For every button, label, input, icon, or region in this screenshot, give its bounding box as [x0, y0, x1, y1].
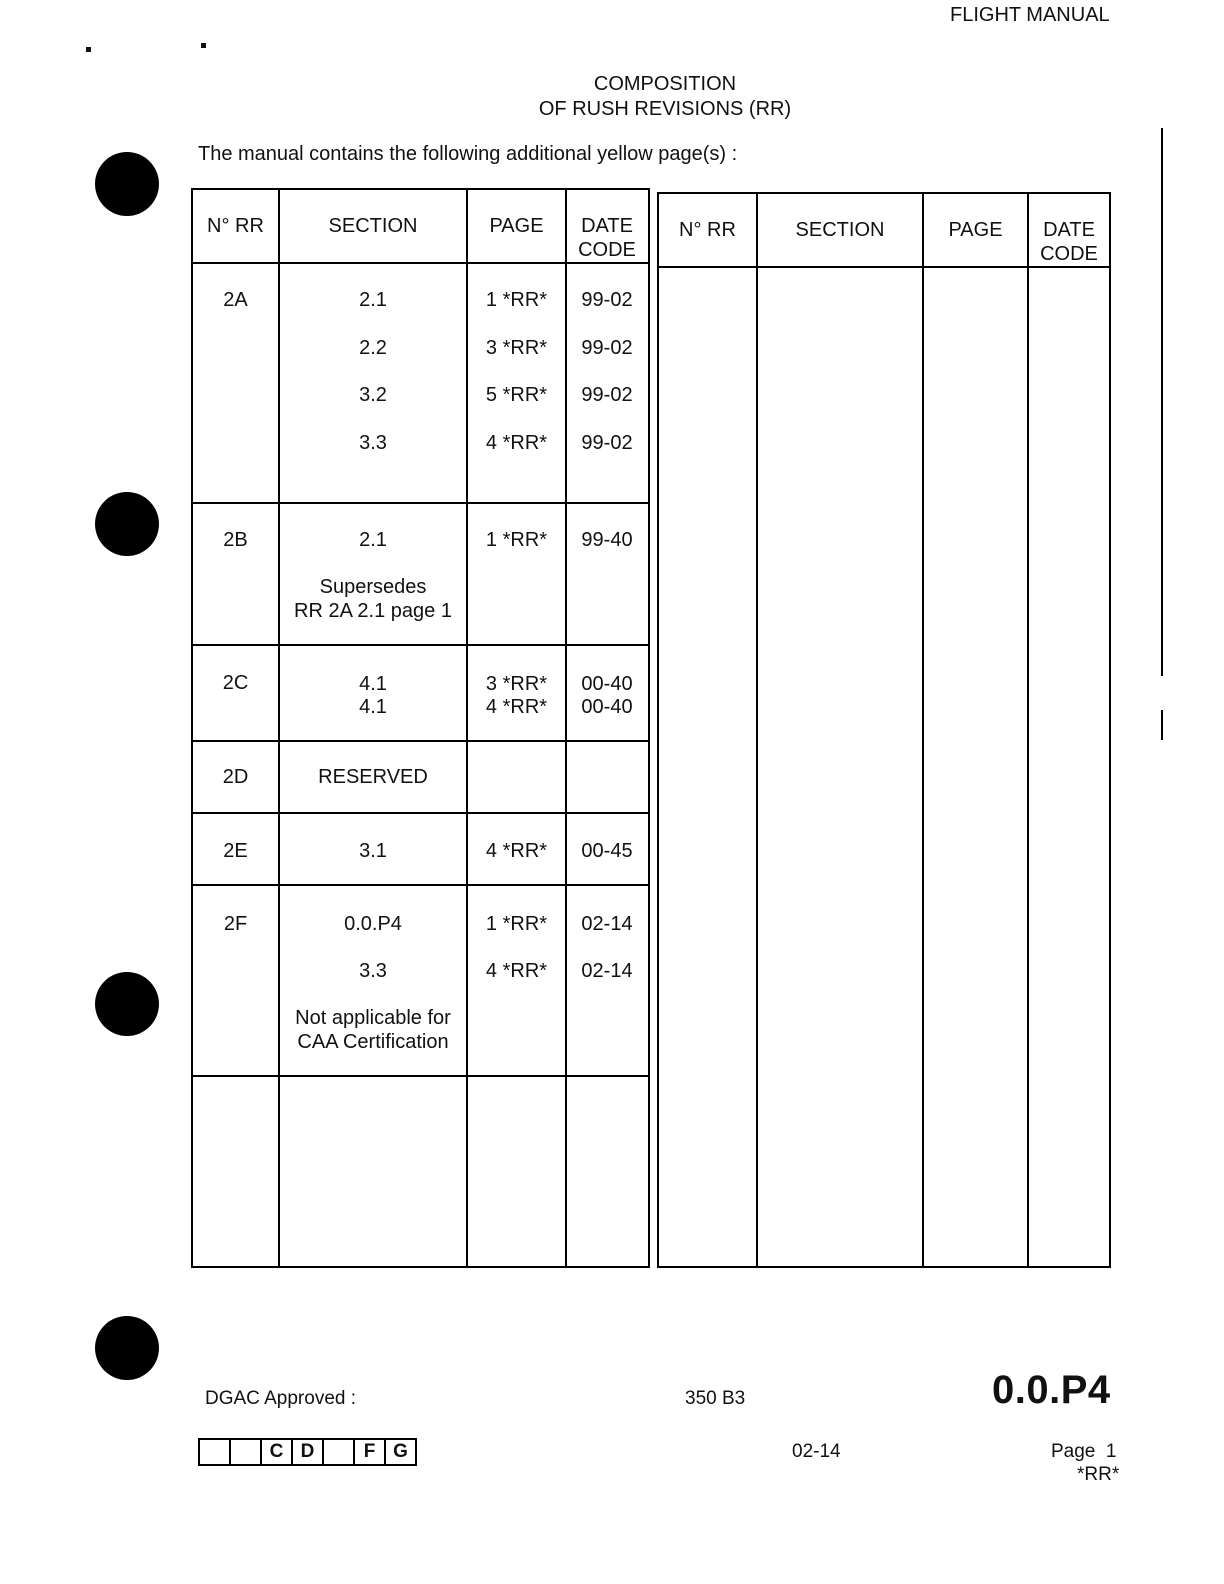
col-header-rr: N° RR: [679, 219, 736, 241]
effectivity-boxes: [198, 1438, 417, 1466]
row-note-line: Not applicable for: [295, 1007, 451, 1029]
page-value: 3 *RR*: [485, 673, 548, 695]
section-value: 0.0.P4: [344, 913, 402, 935]
col-header-date-code-text: DATE CODE: [578, 215, 636, 261]
col-header-date-code: [1029, 218, 1109, 266]
col-header-date-code-text: DATE CODE: [1040, 219, 1098, 265]
section-value: RESERVED: [318, 766, 428, 788]
intro-text: The manual contains the following additional yellow page(s) :: [198, 143, 738, 165]
rr-number: 2E: [223, 840, 248, 862]
section-value: 4.1: [359, 673, 387, 695]
section-value: 3.3: [359, 960, 387, 982]
col-header-section: SECTION: [795, 219, 885, 241]
margin-line: [1161, 128, 1163, 676]
manual-title: FLIGHT MANUAL: [950, 4, 1110, 26]
page-title: [430, 72, 900, 122]
date-code-value: 99-02: [581, 337, 633, 359]
section-code: 0.0.P4: [992, 1368, 1111, 1412]
rr-number: 2D: [222, 766, 249, 788]
date-code-value: 00-40: [581, 696, 633, 718]
section-value: 3.1: [359, 840, 387, 862]
rr-table-left: [191, 188, 650, 1268]
binder-hole-1: [95, 152, 159, 216]
margin-line: [1161, 710, 1163, 740]
section-value: 2.2: [359, 337, 387, 359]
col-header-page: PAGE: [489, 215, 544, 237]
section-value: 2.1: [359, 529, 387, 551]
effectivity-box: [200, 1440, 231, 1464]
page-value: 4 *RR*: [485, 696, 548, 718]
scan-speck: [86, 47, 91, 52]
section-value: 3.3: [359, 432, 387, 454]
scan-speck: [201, 43, 206, 48]
date-code-value: 02-14: [581, 913, 633, 935]
col-header-date-code: [567, 214, 647, 262]
page-value: 4 *RR*: [485, 840, 548, 862]
row-note-line: Supersedes: [319, 576, 427, 598]
date-code-value: 99-02: [581, 289, 633, 311]
col-header-rr: N° RR: [207, 215, 264, 237]
section-value: 2.1: [359, 289, 387, 311]
approval-label: DGAC Approved :: [205, 1388, 357, 1409]
binder-hole-3: [95, 972, 159, 1036]
binder-hole-4: [95, 1316, 159, 1380]
effectivity-box: D: [293, 1440, 324, 1464]
binder-hole-2: [95, 492, 159, 556]
effectivity-box: [324, 1440, 355, 1464]
rr-number: 2C: [222, 672, 249, 694]
rr-table-right: [657, 192, 1111, 1268]
title-line-1: COMPOSITION: [593, 73, 737, 95]
page-value: 5 *RR*: [485, 384, 548, 406]
aircraft-model: 350 B3: [685, 1388, 746, 1409]
page-value: 4 *RR*: [485, 432, 548, 454]
page-value: 1 *RR*: [485, 529, 548, 551]
date-code-value: 00-40: [581, 673, 633, 695]
col-header-section: SECTION: [328, 215, 418, 237]
effectivity-box: G: [393, 1441, 408, 1462]
col-header-page: PAGE: [948, 219, 1003, 241]
title-line-2: OF RUSH REVISIONS (RR): [538, 98, 792, 120]
date-code: 02-14: [792, 1441, 841, 1462]
effectivity-box: C: [262, 1440, 293, 1464]
page-value: 1 *RR*: [485, 913, 548, 935]
section-value: 4.1: [359, 696, 387, 718]
date-code-value: 99-02: [581, 432, 633, 454]
date-code-value: 99-02: [581, 384, 633, 406]
date-code-value: 02-14: [581, 960, 633, 982]
effectivity-box: F: [355, 1440, 386, 1464]
rr-number: 2B: [223, 529, 248, 551]
effectivity-box: [231, 1440, 262, 1464]
page-number: Page 1: [1051, 1441, 1117, 1462]
rr-mark: *RR*: [1077, 1464, 1120, 1485]
section-value: 3.2: [359, 384, 387, 406]
page-value: 4 *RR*: [485, 960, 548, 982]
row-note-line: RR 2A 2.1 page 1: [294, 600, 452, 622]
date-code-value: 00-45: [581, 840, 633, 862]
date-code-value: 99-40: [581, 529, 633, 551]
page-value: 3 *RR*: [485, 337, 548, 359]
row-note-line: CAA Certification: [297, 1031, 449, 1053]
page-value: 1 *RR*: [485, 289, 548, 311]
rr-number: 2F: [223, 913, 248, 935]
rr-number: 2A: [223, 289, 248, 311]
